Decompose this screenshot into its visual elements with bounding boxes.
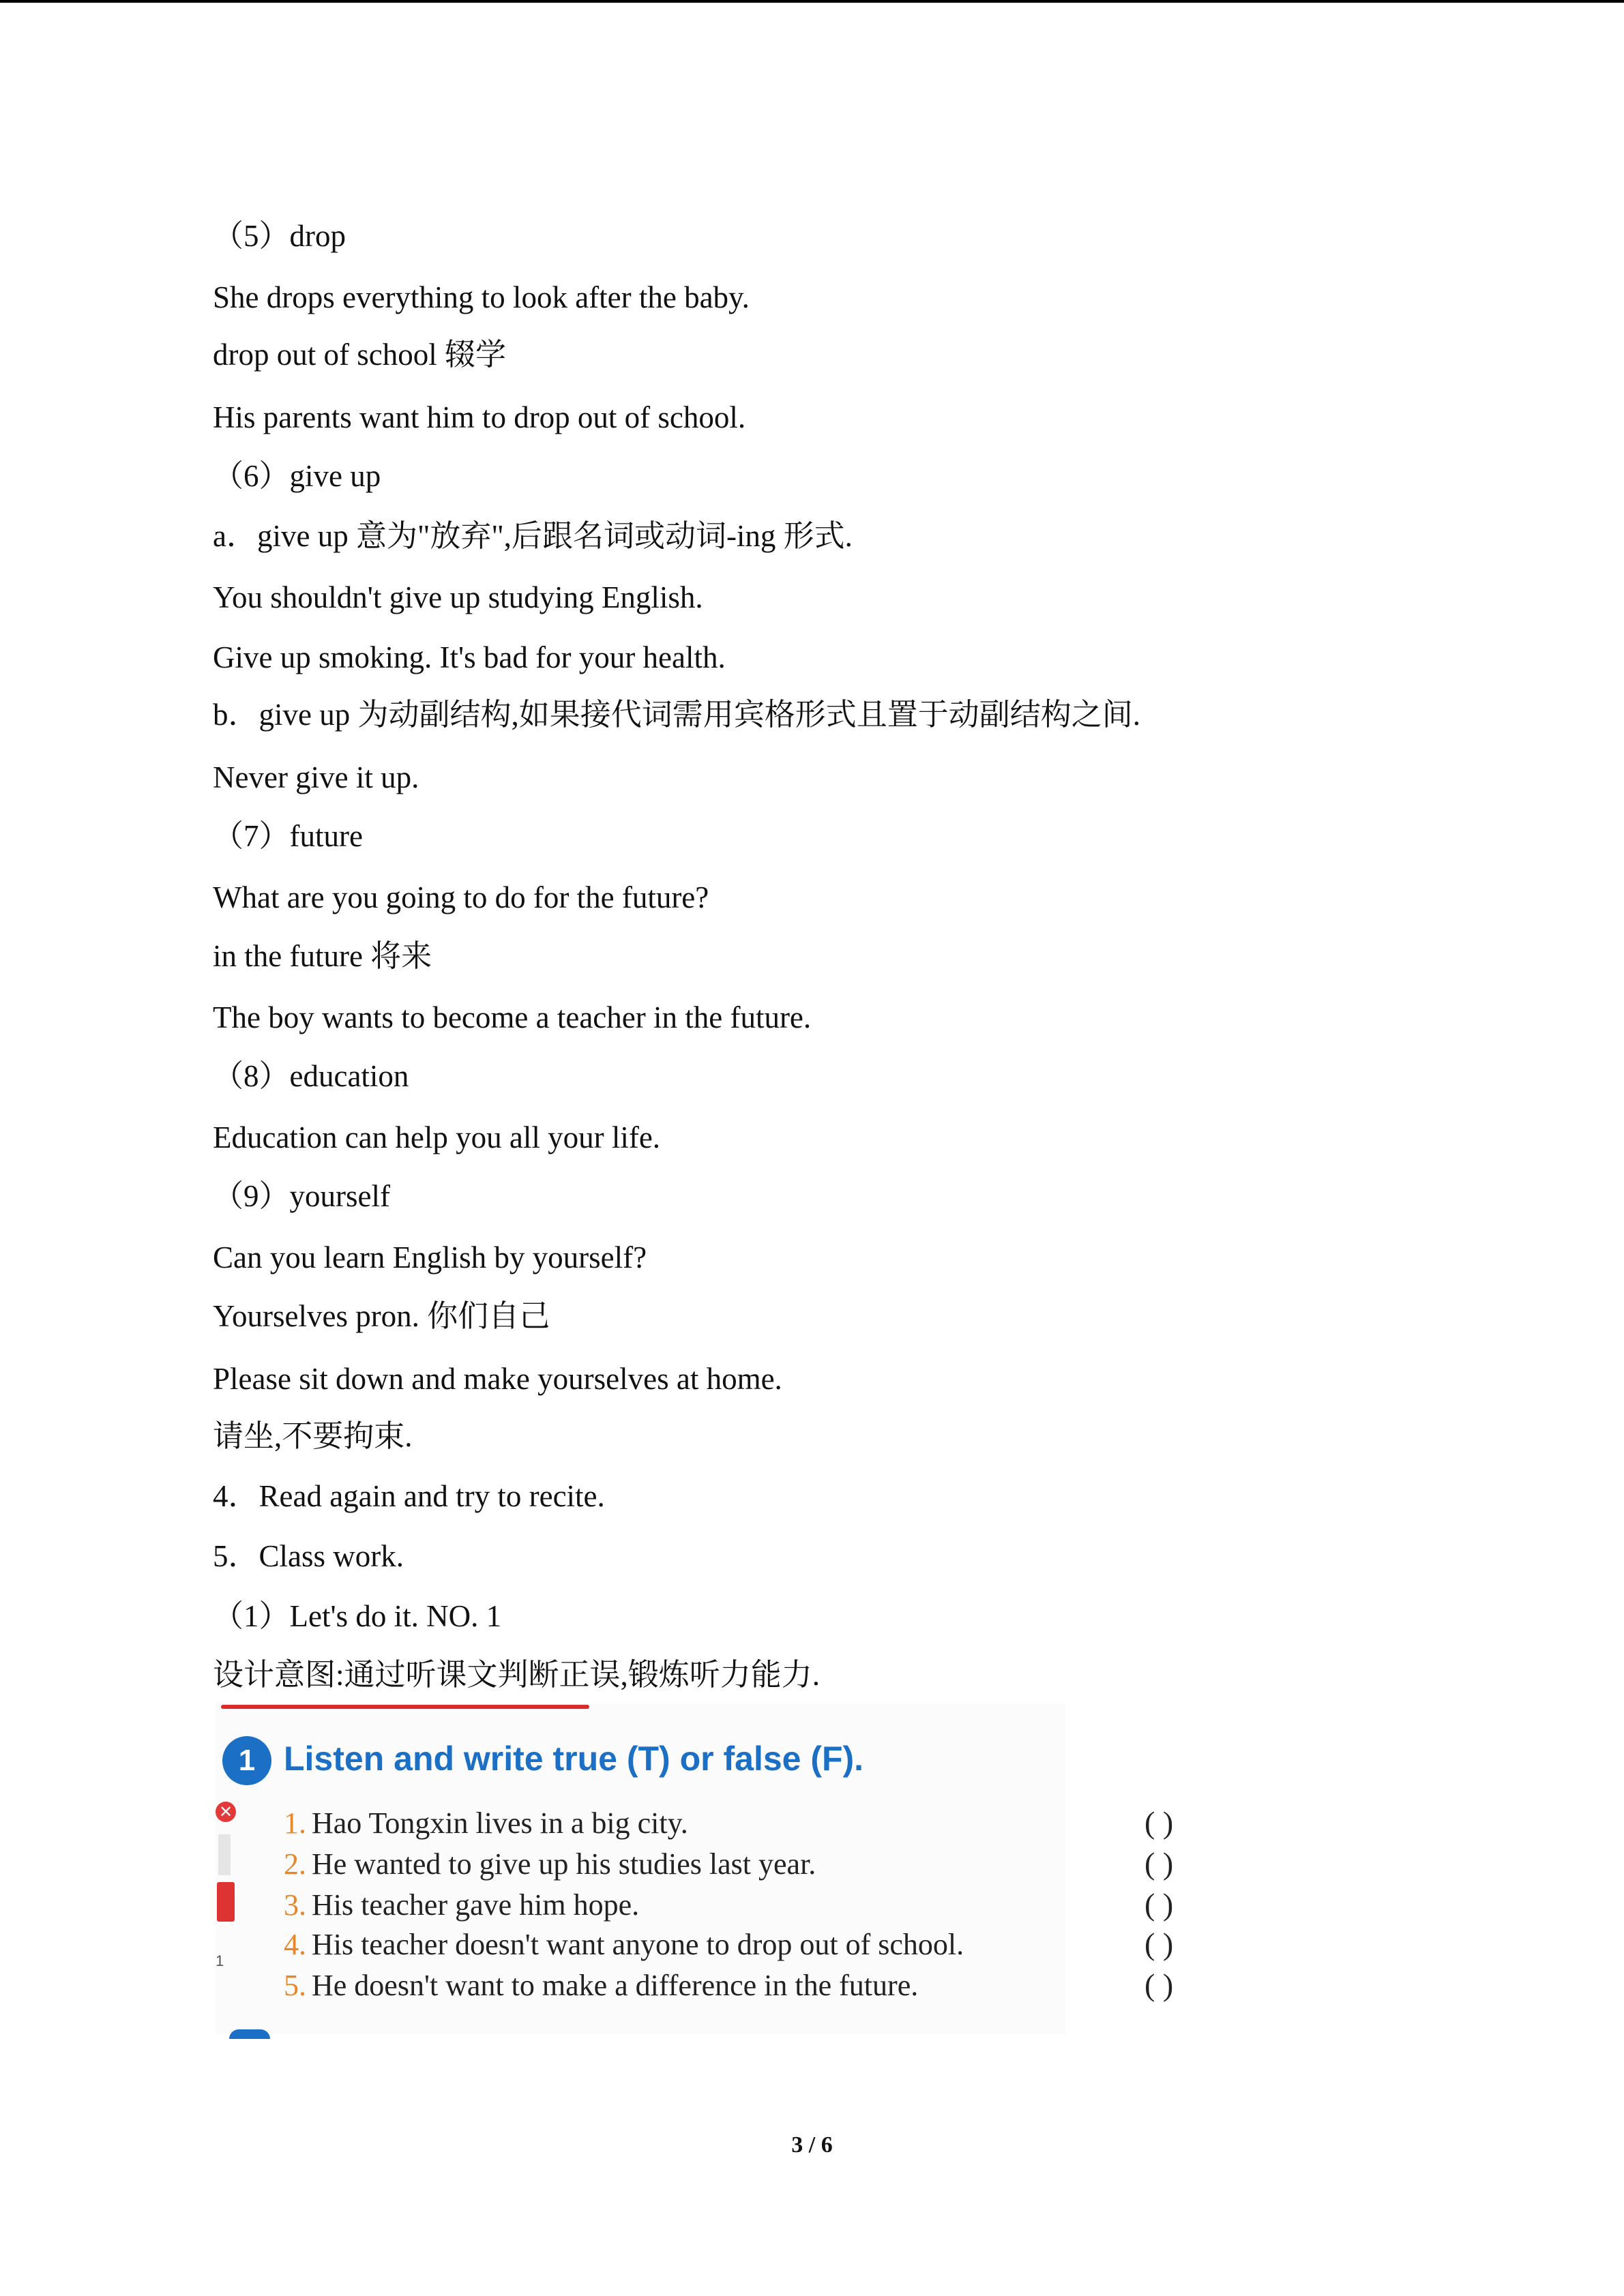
example-sentence: Can you learn English by yourself? <box>213 1240 647 1274</box>
exercise-heading: Listen and write true (T) or false (F). <box>284 1740 864 1778</box>
exercise-item <box>284 1968 918 2003</box>
page-number: 3 / 6 <box>791 2132 833 2158</box>
exercise-item <box>284 1888 639 1922</box>
side-strip <box>218 1834 231 1875</box>
exercise-number-badge: 1 <box>222 1736 271 1785</box>
heading-drop: （5）drop <box>213 219 346 253</box>
example-sentence: Please sit down and make yourselves at home. <box>213 1362 782 1396</box>
item-number: 1. <box>284 1806 306 1840</box>
answer-blank: ( ) <box>1145 1846 1174 1881</box>
item-number: 3. <box>284 1888 306 1922</box>
example-sentence: The boy wants to become a teacher in the future. <box>213 1000 812 1034</box>
phrase-note: drop out of school 辍学 <box>213 338 506 372</box>
side-strip <box>217 1882 235 1922</box>
side-mark: 1 <box>216 1952 224 1969</box>
design-intent: 设计意图:通过听课文判断正误,锻炼听力能力. <box>213 1658 821 1692</box>
item-text: He wanted to give up his studies last year. <box>312 1847 816 1881</box>
example-sentence: His parents want him to drop out of school. <box>213 400 746 434</box>
phrase-note: Yourselves pron. 你们自己 <box>213 1299 550 1333</box>
grammar-note: b．give up 为动副结构,如果接代词需用宾格形式且置于动副结构之间. <box>213 698 1140 732</box>
item-number: 5. <box>284 1969 306 2002</box>
example-sentence: Never give it up. <box>213 760 419 794</box>
heading-yourself: （9）yourself <box>213 1179 390 1213</box>
item-text: Hao Tongxin lives in a big city. <box>312 1806 688 1840</box>
exercise-image <box>216 1703 1174 2034</box>
heading-education: （8）education <box>213 1059 409 1093</box>
step-class-work: 5．Class work. <box>213 1539 404 1573</box>
item-number: 4. <box>284 1928 306 1961</box>
heading-give-up: （6）give up <box>213 459 381 493</box>
item-text: His teacher gave him hope. <box>312 1888 640 1922</box>
step-read-again: 4．Read again and try to recite. <box>213 1479 605 1513</box>
phrase-note: in the future 将来 <box>213 939 432 973</box>
answer-blank: ( ) <box>1145 1887 1174 1922</box>
close-icon: ✕ <box>216 1802 236 1822</box>
example-sentence: Give up smoking. It's bad for your health. <box>213 640 726 674</box>
item-text: His teacher doesn't want anyone to drop out of school. <box>312 1928 964 1961</box>
example-sentence: Education can help you all your life. <box>213 1120 661 1154</box>
answer-blank: ( ) <box>1145 1967 1174 2002</box>
example-sentence: You shouldn't give up studying English. <box>213 580 703 614</box>
example-sentence: What are you going to do for the future? <box>213 880 709 914</box>
translation: 请坐,不要拘束. <box>213 1419 413 1453</box>
next-badge-edge <box>229 2029 270 2039</box>
activity-title: （1）Let's do it. NO. 1 <box>213 1599 502 1633</box>
grammar-note: a．give up 意为"放弃",后跟名词或动词-ing 形式. <box>213 519 853 553</box>
page-top-border <box>0 0 1624 3</box>
exercise-top-bar <box>221 1705 589 1709</box>
item-number: 2. <box>284 1847 306 1881</box>
heading-future: （7）future <box>213 819 363 853</box>
exercise-item <box>284 1806 688 1840</box>
exercise-item <box>284 1847 816 1881</box>
answer-blank: ( ) <box>1145 1805 1174 1840</box>
answer-blank: ( ) <box>1145 1926 1174 1961</box>
exercise-item <box>284 1927 964 1962</box>
item-text: He doesn't want to make a difference in the future. <box>312 1969 919 2002</box>
example-sentence: She drops everything to look after the baby. <box>213 280 750 314</box>
